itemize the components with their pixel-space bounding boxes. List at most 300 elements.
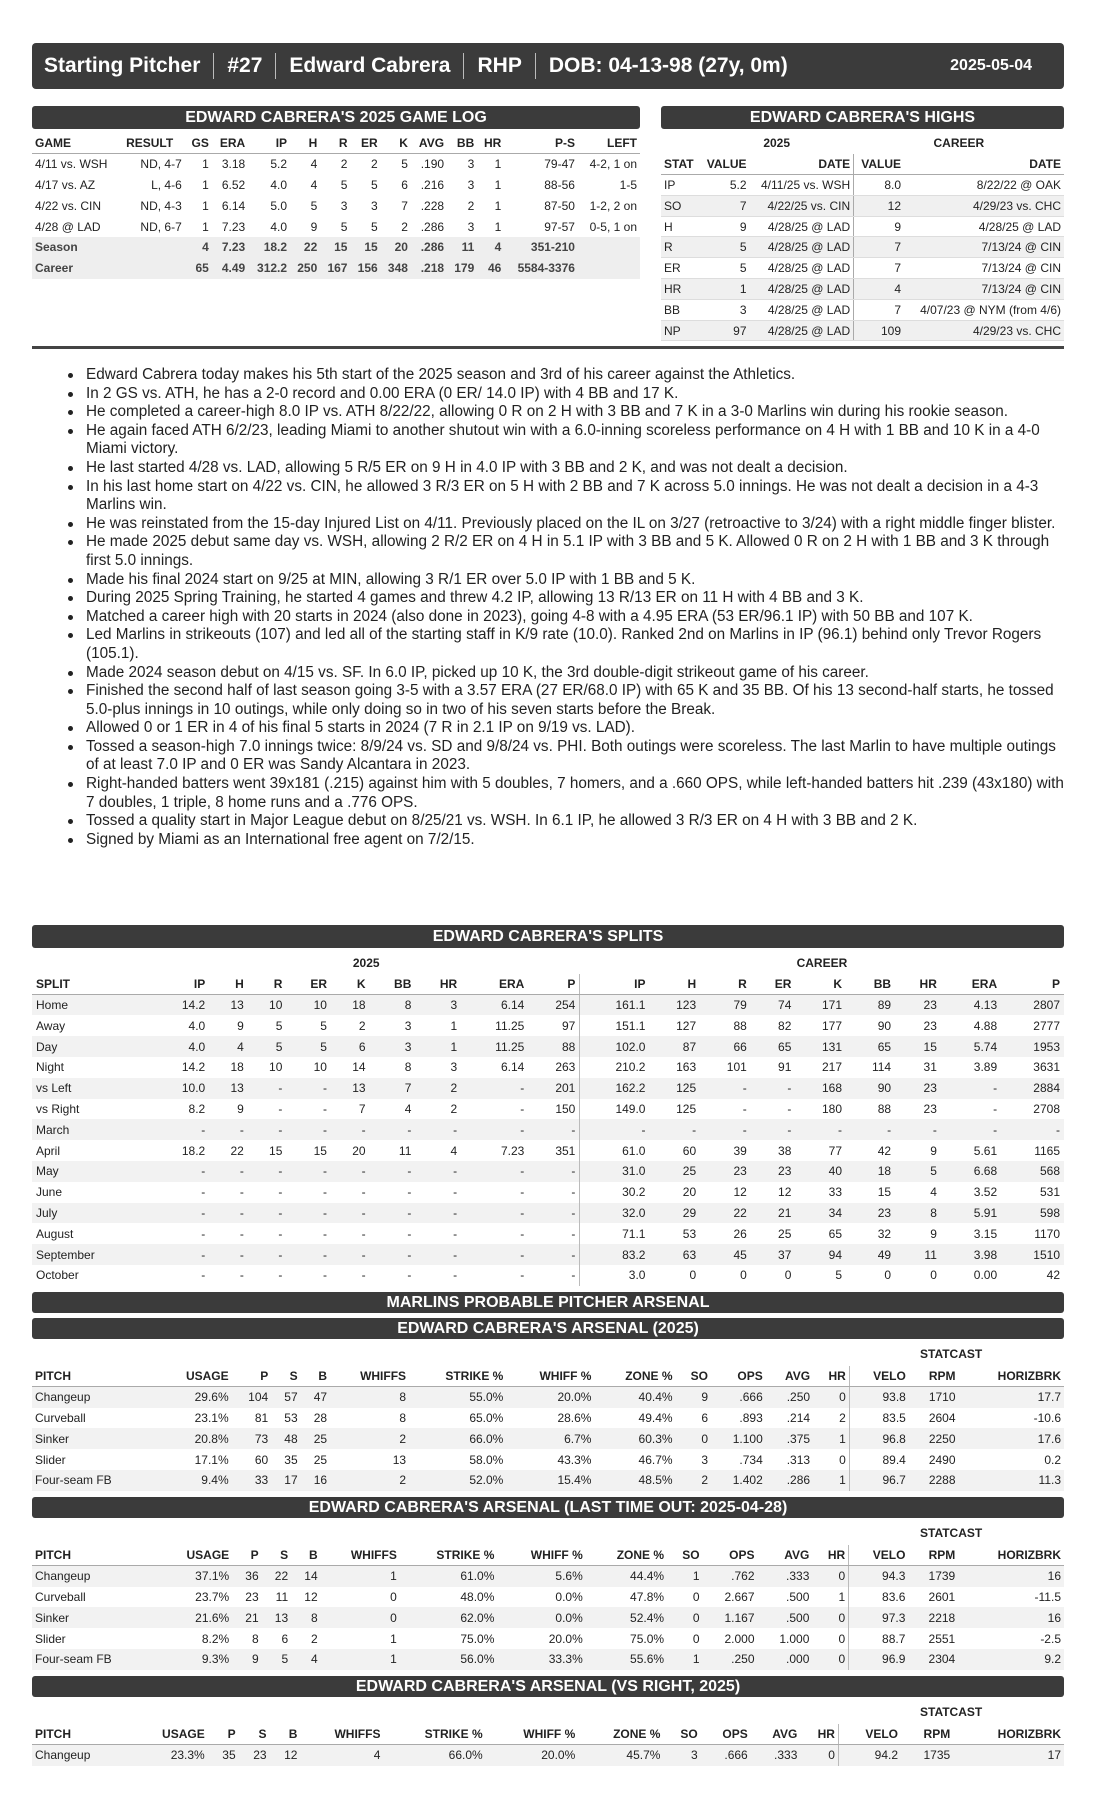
- table-cell: ND, 4-7: [140, 157, 182, 172]
- table-cell: .313: [786, 1452, 811, 1467]
- table-cell: -: [370, 1203, 416, 1224]
- table-cell: 0: [800, 1745, 838, 1766]
- column-header: BB: [447, 133, 477, 154]
- table-cell: 53: [284, 1410, 298, 1425]
- arsenal-2025-table: [32, 1366, 1064, 1491]
- column-header: USAGE: [130, 1724, 208, 1745]
- table-cell: L, 4-6: [151, 177, 182, 192]
- table-cell: 4/28/25 @ LAD: [904, 216, 1064, 237]
- table-cell: 5.61: [973, 1143, 998, 1158]
- table-cell: .666: [711, 1387, 766, 1408]
- table-cell: -: [361, 1268, 366, 1283]
- table-cell: -: [322, 1101, 327, 1116]
- table-cell: 351: [555, 1143, 576, 1158]
- table-cell: -: [407, 1268, 412, 1283]
- column-header: P: [232, 1545, 261, 1566]
- table-cell: -: [941, 1078, 1001, 1099]
- column-header: R: [320, 133, 350, 154]
- table-cell: 167: [320, 258, 350, 279]
- arsenal-2025-title: EDWARD CABRERA'S ARSENAL (2025): [32, 1318, 1064, 1339]
- table-cell: 4/29/23 vs. CHC: [904, 195, 1064, 216]
- table-cell: -: [520, 1185, 525, 1200]
- table-cell: 1.167: [703, 1607, 758, 1628]
- table-cell: 94.2: [838, 1745, 901, 1766]
- table-cell: -: [1001, 1119, 1064, 1140]
- table-cell: 3.52: [973, 1185, 998, 1200]
- table-cell: -: [322, 1268, 327, 1283]
- table-cell: 56.0%: [400, 1649, 498, 1670]
- table-cell: -: [248, 1119, 287, 1140]
- table-cell: -: [528, 1161, 580, 1182]
- table-cell: 49.4%: [638, 1410, 673, 1425]
- table-cell: 88-56: [544, 177, 575, 192]
- table-cell: 22: [262, 1566, 291, 1587]
- table-cell: 20: [352, 1143, 366, 1158]
- column-header: HR: [800, 1724, 838, 1745]
- notes-list: [68, 366, 1064, 849]
- table-cell: 4.49: [212, 258, 248, 279]
- table-cell: 5.91: [941, 1203, 1001, 1224]
- column-header: HORIZBRK: [959, 1366, 1064, 1387]
- table-cell: 2: [310, 1631, 318, 1646]
- table-cell: 4.0: [153, 1036, 210, 1057]
- table-cell: 18: [331, 995, 370, 1016]
- split-row: [32, 1140, 1064, 1161]
- table-cell: -: [248, 1244, 287, 1265]
- table-cell: 18.2: [248, 237, 290, 258]
- table-cell: 5: [286, 1036, 331, 1057]
- table-cell: ND, 6-7: [140, 219, 182, 234]
- table-cell: -: [528, 1119, 580, 1140]
- table-cell: 37: [751, 1244, 796, 1265]
- table-cell: 14.2: [153, 995, 210, 1016]
- note-item: Signed by Miami as an International free agent on 7/2/15.: [68, 831, 1064, 850]
- table-cell: 3.15: [973, 1226, 998, 1241]
- table-cell: 48.5%: [594, 1470, 675, 1491]
- table-cell: .228: [420, 198, 445, 213]
- splits-career-group: CAREER: [796, 956, 848, 971]
- table-cell: 58.0%: [469, 1452, 504, 1467]
- table-cell: 96.9: [849, 1649, 909, 1670]
- column-header: OPS: [703, 1545, 758, 1566]
- table-cell: 57: [271, 1387, 300, 1408]
- table-cell: 32.0: [580, 1203, 650, 1224]
- table-cell: HR: [661, 279, 700, 300]
- table-cell: 168: [795, 1078, 846, 1099]
- table-cell: 33.3%: [497, 1649, 585, 1670]
- table-cell: 151.1: [580, 1015, 650, 1036]
- column-header: USAGE: [158, 1366, 232, 1387]
- table-cell: 6.7%: [506, 1428, 594, 1449]
- game-row: [32, 175, 640, 196]
- table-cell: 15: [313, 1143, 327, 1158]
- table-cell: Changeup: [32, 1387, 158, 1408]
- column-header: R: [700, 974, 751, 995]
- table-cell: 2250: [909, 1428, 959, 1449]
- table-cell: 5: [320, 1018, 327, 1033]
- table-cell: 161.1: [580, 995, 650, 1016]
- column-header: R: [248, 974, 287, 995]
- table-cell: 23: [700, 1161, 751, 1182]
- table-cell: 5: [371, 177, 378, 192]
- split-row: [32, 1203, 1064, 1224]
- column-header: P-S: [504, 133, 578, 154]
- table-cell: 1953: [1001, 1036, 1064, 1057]
- column-header: BB: [370, 974, 416, 995]
- column-header: H: [290, 133, 320, 154]
- split-row: [32, 1078, 1064, 1099]
- table-cell: 6.14: [221, 198, 246, 213]
- table-cell: 8.0: [854, 175, 904, 196]
- table-cell: 22: [290, 237, 320, 258]
- table-cell: .500: [786, 1589, 810, 1604]
- highs-career-group: CAREER: [933, 136, 985, 151]
- split-row: [32, 1265, 1064, 1286]
- table-cell: 1: [494, 157, 502, 172]
- table-cell: 263: [555, 1060, 576, 1075]
- table-cell: -: [453, 1226, 458, 1241]
- table-cell: 0: [813, 1387, 849, 1408]
- statcast-label: STATCAST: [920, 1526, 983, 1540]
- table-cell: 101: [726, 1060, 747, 1075]
- column-header: ZONE %: [594, 1366, 675, 1387]
- column-header: ER: [350, 133, 380, 154]
- table-cell: 88: [528, 1036, 580, 1057]
- table-cell: 25: [649, 1161, 700, 1182]
- column-header: VELO: [849, 1545, 909, 1566]
- table-cell: .286: [420, 219, 445, 234]
- column-header: WHIFFS: [321, 1545, 400, 1566]
- table-cell: -: [201, 1226, 206, 1241]
- table-cell: 74: [751, 995, 796, 1016]
- table-cell: 45.7%: [578, 1745, 663, 1766]
- note-item: Led Marlins in strikeouts (107) and led all of the starting staff in K/9 rate (10.0). Ranked 2nd on Marlins in IP (96.1) behind only Trevor Rogers (105.1).: [68, 626, 1064, 663]
- table-cell: 5.0: [270, 198, 288, 213]
- note-item: He was reinstated from the 15-day Injured List on 4/11. Previously placed on the IL on 3/27 (retroactive to 3/24) with a right middle finger blister.: [68, 515, 1064, 534]
- table-cell: 65: [185, 258, 212, 279]
- note-item: He made 2025 debut same day vs. WSH, allowing 2 R/2 ER on 4 H in 5.1 IP with 3 BB and 5 K. Allowed 0 R on 2 H with 1 BB and 3 K through first 5.0 innings.: [68, 533, 1064, 570]
- table-cell: -: [941, 1119, 1001, 1140]
- table-cell: 18: [230, 1060, 244, 1075]
- table-cell: 25: [301, 1428, 330, 1449]
- table-cell: 60: [682, 1143, 697, 1158]
- table-cell: 11: [275, 1589, 289, 1604]
- column-header: AVG: [751, 1724, 801, 1745]
- table-cell: 2.667: [724, 1589, 755, 1604]
- column-header: WHIFF %: [497, 1545, 585, 1566]
- table-cell: 79: [700, 995, 751, 1016]
- column-header: RPM: [901, 1724, 953, 1745]
- note-item: During 2025 Spring Training, he started 4 games and threw 4.2 IP, allowing 13 R/13 ER on 11 H with 4 BB and 3 K.: [68, 589, 1064, 608]
- table-cell: 531: [1039, 1185, 1060, 1200]
- table-cell: -: [571, 1268, 576, 1283]
- table-cell: .250: [766, 1387, 813, 1408]
- pitch-row: [32, 1587, 1064, 1608]
- split-row: [32, 1223, 1064, 1244]
- table-cell: .286: [411, 237, 447, 258]
- split-row: [32, 1015, 1064, 1036]
- table-cell: 15: [320, 237, 350, 258]
- table-cell: 20: [381, 237, 411, 258]
- table-cell: 9: [700, 216, 750, 237]
- table-cell: 4-2, 1 on: [589, 157, 637, 172]
- table-cell: -: [153, 1203, 210, 1224]
- table-cell: -: [361, 1185, 366, 1200]
- table-cell: 114: [871, 1060, 892, 1075]
- table-cell: Sinker: [32, 1428, 158, 1449]
- table-cell: 25: [313, 1452, 328, 1467]
- table-cell: -: [286, 1078, 331, 1099]
- column-header: B: [301, 1366, 330, 1387]
- column-header: RPM: [908, 1545, 958, 1566]
- column-header: OPS: [711, 1366, 766, 1387]
- highs-2025-group: 2025: [763, 136, 791, 151]
- table-cell: ND, 4-3: [140, 198, 182, 213]
- table-cell: Sinker: [32, 1607, 158, 1628]
- table-cell: 23.1%: [194, 1410, 229, 1425]
- table-cell: 4: [854, 279, 904, 300]
- arsenal-last-title: EDWARD CABRERA'S ARSENAL (LAST TIME OUT: 2025-04-28): [32, 1497, 1064, 1518]
- table-cell: 7/13/24 @ CIN: [904, 237, 1064, 258]
- table-cell: 1-2, 2 on: [589, 198, 637, 213]
- table-cell: -: [520, 1101, 525, 1116]
- table-cell: 9: [310, 219, 318, 234]
- table-cell: 10: [269, 1060, 283, 1075]
- table-cell: 5: [275, 1018, 283, 1033]
- table-cell: 23: [245, 1589, 259, 1604]
- column-header: S: [239, 1724, 270, 1745]
- column-header: ZONE %: [578, 1724, 663, 1745]
- table-cell: 49: [846, 1244, 895, 1265]
- column-header: VELO: [838, 1724, 901, 1745]
- table-cell: IP: [661, 175, 700, 196]
- table-cell: -: [453, 1185, 458, 1200]
- table-cell: 217: [822, 1060, 843, 1075]
- table-cell: 4/22 vs. CIN: [35, 198, 102, 213]
- table-cell: -: [286, 1119, 331, 1140]
- table-cell: 97: [562, 1018, 576, 1033]
- table-cell: 3: [371, 198, 378, 213]
- pitch-row: [32, 1428, 1064, 1449]
- table-cell: -: [751, 1119, 796, 1140]
- table-cell: 2.000: [724, 1631, 755, 1646]
- note-item: Finished the second half of last season going 3-5 with a 3.57 ERA (27 ER/68.0 IP) with 65 K and 35 BB. Of his 13 second-half starts, he tossed 5.0-plus innings in 10 outings, while only doing so in two of his seven starts before the Break.: [68, 682, 1064, 719]
- table-cell: 9: [676, 1387, 711, 1408]
- column-header: SO: [667, 1545, 703, 1566]
- table-cell: 23: [923, 1018, 937, 1033]
- column-header: K: [331, 974, 370, 995]
- table-cell: Away: [36, 1018, 66, 1033]
- table-cell: 15: [877, 1185, 892, 1200]
- table-cell: 0.2: [1044, 1452, 1061, 1467]
- table-cell: -: [993, 1101, 998, 1116]
- column-header: K: [795, 974, 846, 995]
- table-cell: 52.0%: [409, 1470, 506, 1491]
- table-cell: Day: [32, 1036, 153, 1057]
- role-label: Starting Pitcher: [44, 54, 201, 77]
- column-header: P: [232, 1366, 272, 1387]
- table-cell: 16: [301, 1470, 330, 1491]
- table-cell: 171: [795, 995, 846, 1016]
- table-cell: [578, 258, 640, 279]
- table-cell: -: [239, 1185, 244, 1200]
- table-cell: 73: [232, 1428, 272, 1449]
- table-cell: 17.1%: [194, 1452, 229, 1467]
- table-cell: 7: [854, 237, 904, 258]
- table-cell: .286: [766, 1470, 813, 1491]
- table-cell: 30.2: [580, 1182, 650, 1203]
- table-cell: 21: [232, 1607, 261, 1628]
- column-header: WHIFF %: [486, 1724, 579, 1745]
- table-cell: 0: [692, 1589, 700, 1604]
- table-cell: -: [361, 1226, 366, 1241]
- throwing-hand: RHP: [477, 54, 522, 77]
- column-header: SPLIT: [32, 974, 153, 995]
- table-cell: -: [461, 1161, 528, 1182]
- table-cell: 23: [751, 1161, 796, 1182]
- table-cell: 0.0%: [555, 1589, 583, 1604]
- totals-row: [32, 258, 640, 279]
- note-item: Made 2024 season debut on 4/15 vs. SF. In 6.0 IP, picked up 10 K, the 3rd double-digit strikeout game of his career.: [68, 664, 1064, 683]
- table-cell: 83.5: [849, 1408, 909, 1429]
- column-header: RESULT: [123, 133, 185, 154]
- table-cell: 109: [854, 320, 904, 341]
- table-cell: 81: [254, 1410, 269, 1425]
- table-cell: 5: [371, 219, 378, 234]
- table-cell: -: [742, 1101, 747, 1116]
- table-cell: 46: [477, 258, 504, 279]
- table-cell: 4/28 @ LAD: [35, 219, 101, 234]
- table-cell: 201: [528, 1078, 580, 1099]
- table-cell: -: [571, 1226, 576, 1241]
- table-cell: 53: [682, 1226, 697, 1241]
- table-cell: 8: [370, 995, 416, 1016]
- table-cell: 127: [676, 1018, 697, 1033]
- table-cell: 75.0%: [630, 1631, 665, 1646]
- table-cell: 2: [330, 1428, 409, 1449]
- table-cell: 7.23: [500, 1143, 525, 1158]
- table-cell: -11.5: [1034, 1589, 1061, 1604]
- highs-row: [661, 195, 1064, 216]
- table-cell: 4.0: [270, 219, 288, 234]
- table-cell: Slider: [35, 1452, 66, 1467]
- pitch-row: [32, 1649, 1064, 1670]
- table-cell: 3631: [1033, 1060, 1060, 1075]
- table-cell: .762: [703, 1566, 758, 1587]
- column-header: H: [649, 974, 700, 995]
- table-cell: 5: [340, 219, 348, 234]
- table-cell: -: [278, 1185, 283, 1200]
- table-cell: 177: [822, 1018, 843, 1033]
- table-cell: 0: [812, 1607, 848, 1628]
- table-cell: -: [370, 1244, 416, 1265]
- table-cell: Season: [32, 237, 123, 258]
- table-cell: 7.23: [212, 237, 248, 258]
- arsenal-right-table: [32, 1724, 1064, 1766]
- table-cell: 1735: [901, 1745, 953, 1766]
- splits-2025-group: 2025: [352, 956, 380, 971]
- table-cell: vs Left: [32, 1078, 153, 1099]
- table-cell: R: [661, 237, 700, 258]
- note-item: Tossed a quality start in Major League debut on 8/25/21 vs. WSH. In 6.1 IP, he allowed 3 R/3 ER on 4 H with 3 BB and 2 K.: [68, 812, 1064, 831]
- table-cell: 12: [778, 1185, 792, 1200]
- table-cell: 4/29/23 vs. CHC: [904, 320, 1064, 341]
- table-cell: 3.18: [221, 157, 246, 172]
- table-cell: 14: [352, 1060, 366, 1075]
- table-cell: 12: [304, 1589, 318, 1604]
- table-cell: 2777: [1033, 1018, 1060, 1033]
- table-cell: 1: [494, 219, 502, 234]
- table-cell: vs Right: [36, 1101, 80, 1116]
- table-cell: 48: [271, 1428, 300, 1449]
- table-cell: .250: [703, 1649, 758, 1670]
- table-cell: 4/22/25 vs. CIN: [750, 195, 854, 216]
- column-header: BB: [846, 974, 895, 995]
- table-cell: 83.2: [580, 1244, 650, 1265]
- table-cell: 7: [854, 299, 904, 320]
- table-cell: 88: [733, 1018, 747, 1033]
- note-item: In his last home start on 4/22 vs. CIN, he allowed 3 R/3 ER on 5 H with 2 BB and 7 K across 5.0 innings. He was not dealt a decision in a 4-3 Marlins win.: [68, 478, 1064, 515]
- table-cell: 7: [700, 195, 750, 216]
- table-cell: 87-50: [544, 198, 575, 213]
- table-cell: 9: [237, 1101, 244, 1116]
- table-cell: 0: [667, 1607, 703, 1628]
- pitch-row: [32, 1387, 1064, 1408]
- split-row: [32, 1119, 1064, 1140]
- table-cell: 22: [700, 1203, 751, 1224]
- table-cell: 15: [350, 237, 380, 258]
- table-cell: -: [331, 1161, 370, 1182]
- table-cell: 8: [251, 1631, 259, 1646]
- table-cell: 23: [846, 1203, 895, 1224]
- table-cell: 94: [795, 1244, 846, 1265]
- table-cell: 87: [649, 1036, 700, 1057]
- statcast-label: STATCAST: [920, 1705, 983, 1719]
- table-cell: -: [209, 1119, 248, 1140]
- table-cell: 0.0%: [497, 1607, 585, 1628]
- table-cell: 4.0: [270, 177, 288, 192]
- table-cell: -: [580, 1119, 650, 1140]
- table-cell: 4.0: [188, 1018, 206, 1033]
- pitch-row: [32, 1607, 1064, 1628]
- table-cell: 4/28/25 @ LAD: [750, 237, 854, 258]
- table-cell: Career: [32, 258, 123, 279]
- table-cell: -: [370, 1161, 416, 1182]
- column-header: STRIKE %: [400, 1545, 498, 1566]
- highs-row: [661, 320, 1064, 341]
- column-header: S: [262, 1545, 291, 1566]
- table-cell: 6: [401, 177, 408, 192]
- table-cell: 9: [930, 1226, 937, 1241]
- section-divider: [32, 346, 1064, 349]
- table-cell: 179: [447, 258, 477, 279]
- table-cell: 4/28/25 @ LAD: [750, 299, 854, 320]
- table-cell: 4: [185, 237, 212, 258]
- table-cell: April: [36, 1143, 61, 1158]
- table-cell: 4: [450, 1143, 458, 1158]
- pitch-row: [32, 1628, 1064, 1649]
- table-cell: 13: [209, 995, 248, 1016]
- table-cell: 9: [237, 1018, 244, 1033]
- table-cell: 23: [895, 1078, 941, 1099]
- table-cell: 28.6%: [557, 1410, 592, 1425]
- table-cell: -: [787, 1101, 792, 1116]
- table-cell: 88: [877, 1101, 892, 1116]
- table-cell: 123: [649, 995, 700, 1016]
- table-cell: -: [322, 1226, 327, 1241]
- column-header: AVG: [758, 1545, 813, 1566]
- table-cell: Changeup: [32, 1566, 158, 1587]
